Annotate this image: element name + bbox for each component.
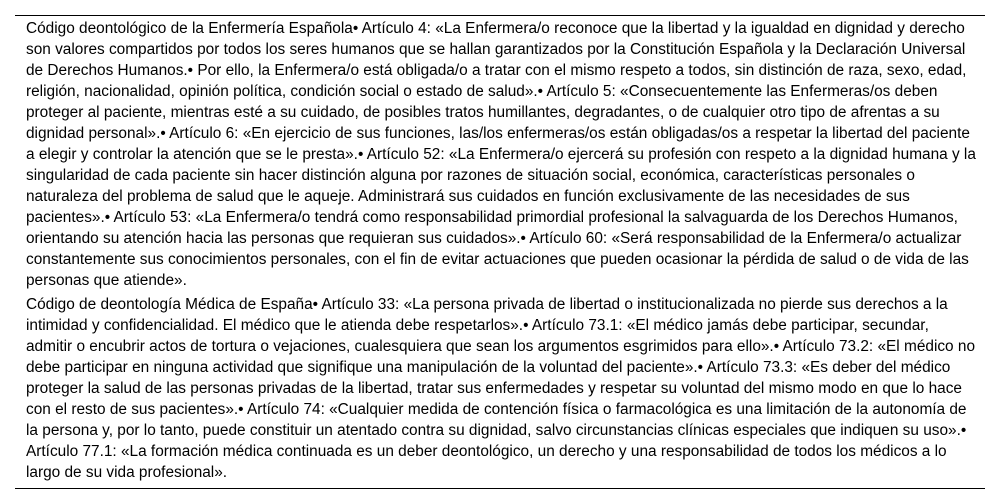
table-row-nursing-code — [15, 16, 985, 293]
table-cell-medical-code: Código de deontología Médica de España• Artículo 33: «La persona privada de libertad o institucionalizada no pierde sus derechos a la intimidad y confidencialidad. El médico que le atienda debe respetarlos».• Artículo 73.1: «El médico jamás debe participar, secundar, admitir o encubrir actos de tortura o vejaciones, cualesquiera que sean los argumentos esgrimidos para ello».• Artículo 73.2: «El médico no debe participar en ninguna actividad que signifique una manipulación de la voluntad del paciente».• Artículo 73.3: «Es deber del médico proteger la salud de las personas privadas de la libertad, tratar sus enfermedades y respetar su voluntad del mismo modo en que lo hace con el resto de sus pacientes».• Artículo 74: «Cualquier medida de contención física o farmacológica es una limitación de la autonomía de la persona y, por lo tanto, puede constituir un atentado contra su dignidad, salvo circunstancias clínicas especiales que indiquen su uso».• Artículo 77.1: «La formación médica continuada es un deber deontológico, un derecho y una responsabilidad de todos los médicos a lo largo de su vida profesional». — [26, 296, 976, 481]
table-cell-nursing-code: Código deontológico de la Enfermería Española• Artículo 4: «La Enfermera/o reconoce que la libertad y la igualdad en dignidad y derecho son valores compartidos por todos los seres humanos que se hallan garantizados por la Constitución Española y la Declaración Universal de Derechos Humanos.• Por ello, la Enfermera/o está obligada/o a tratar con el mismo respeto a todos, sin distinción de raza, sexo, edad, religión, nacionalidad, opinión política, condición social o estado de salud».• Artículo 5: «Consecuentemente las Enfermeras/os deben proteger al paciente, mientras esté a su cuidado, de posibles tratos humillantes, degradantes, o de cualquier otro tipo de afrentas a su dignidad personal».• Artículo 6: «En ejercicio de sus funciones, las/los enfermeras/os están obligadas/os a respetar la libertad del paciente a elegir y controlar la atención que se le presta».• Artículo 52: «La Enfermera/o ejercerá su profesión con respeto a la dignidad humana y la singularidad de cada paciente sin hacer distinción alguna por razones de situación social, económica, características personales o naturaleza del problema de salud que le aqueje. Administrará sus cuidados en función exclusivamente de las necesidades de sus pacientes».• Artículo 53: «La Enfermera/o tendrá como responsabilidad primordial profesional la salvaguarda de los Derechos Humanos, orientando su atención hacia las personas que requieran sus cuidados».• Artículo 60: «Será responsabilidad de la Enfermera/o actualizar constantemente sus conocimientos personales, con el fin de evitar actuaciones que pueden ocasionar la pérdida de salud o de vida de las personas que atiende». — [26, 20, 976, 289]
table — [15, 15, 985, 489]
ethics-codes-table — [15, 15, 985, 489]
table-row-medical-code — [15, 292, 985, 489]
